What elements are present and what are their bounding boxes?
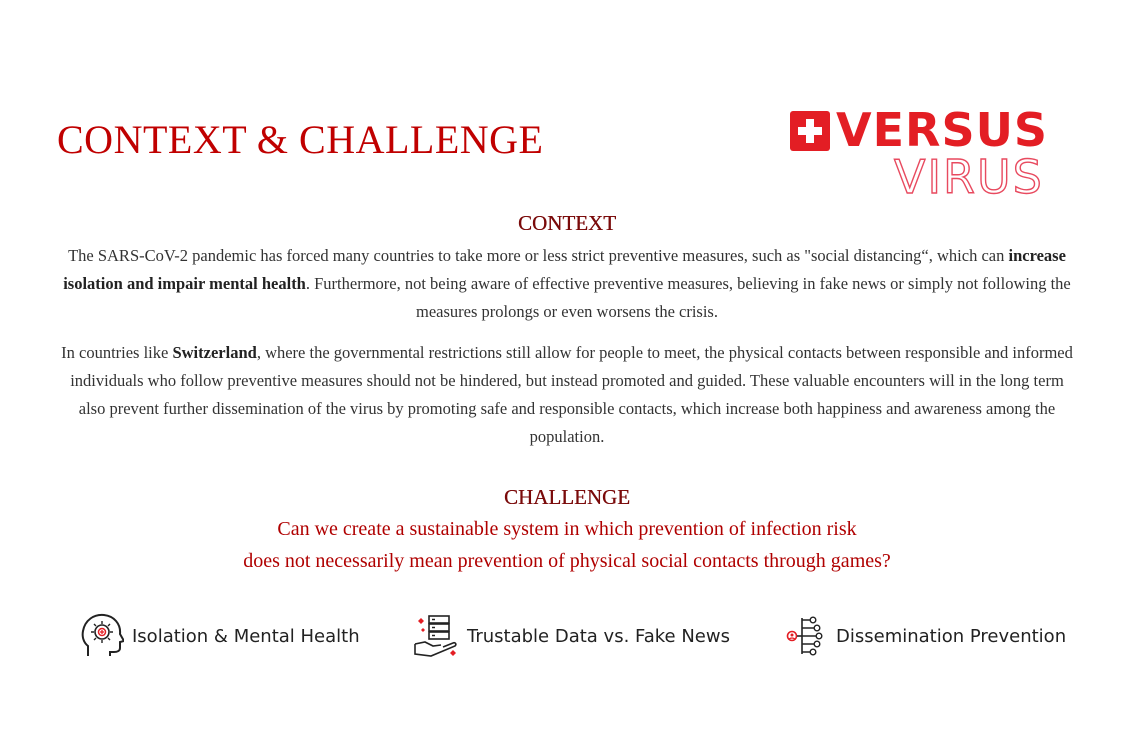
data-server-hand-icon — [413, 612, 459, 660]
context-paragraph-1 — [60, 242, 1074, 326]
context-p2-text-a: In countries like — [61, 343, 173, 362]
feature-label-isolation: Isolation & Mental Health — [132, 625, 360, 647]
feature-label-dissemination: Dissemination Prevention — [836, 625, 1067, 647]
versus-virus-logo — [790, 103, 1060, 204]
context-paragraph-2 — [60, 339, 1074, 451]
challenge-heading: CHALLENGE — [504, 485, 630, 509]
logo-virus-text: VIRUS — [894, 150, 1044, 204]
network-nodes-icon — [784, 612, 828, 660]
feature-trustable-data — [413, 612, 730, 660]
challenge-question-line-2: does not necessarily mean prevention of physical social contacts through games? — [243, 550, 891, 572]
context-p2-emphasis: Switzerland — [172, 343, 257, 362]
head-virus-icon — [80, 612, 124, 660]
feature-isolation-mental-health — [80, 612, 360, 660]
context-p1-emphasis: increase isolation and impair mental health — [63, 246, 1066, 293]
context-p2-text-c: , where the governmental restrictions still allow for people to meet, the physical contacts between responsible and informed individuals who follow preventive measures should not be hindered, but instead promoted and guided. These valuable encounters will in the long term also prevent further dissemination of the virus by promoting safe and responsible contacts, which increase both happiness and awareness among the population. — [70, 343, 1073, 446]
context-heading: CONTEXT — [518, 211, 616, 235]
feature-dissemination-prevention — [784, 612, 1066, 660]
swiss-cross-icon — [790, 111, 830, 151]
context-p1-text-c: . Furthermore, not being aware of effective preventive measures, believing in fake news or simply not following the measures prolongs or even worsens the crisis. — [305, 274, 1071, 321]
feature-label-trustable-data: Trustable Data vs. Fake News — [467, 625, 730, 647]
logo-versus-text: VERSUS — [836, 103, 1049, 157]
context-p1-text-a: The SARS-CoV-2 pandemic has forced many countries to take more or less strict preventive measures, such as "social distancing“, which can — [68, 246, 1009, 265]
page-title: CONTEXT & CHALLENGE — [57, 117, 544, 162]
challenge-question-line-1: Can we create a sustainable system in which prevention of infection risk — [277, 518, 857, 540]
